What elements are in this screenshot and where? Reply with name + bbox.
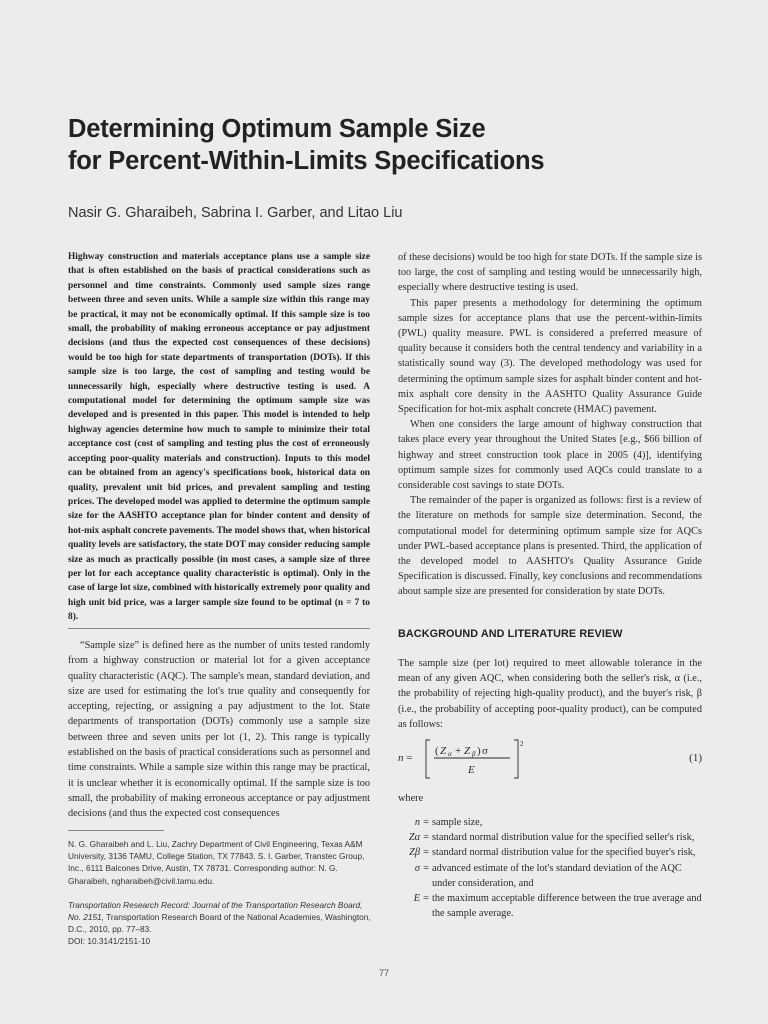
svg-text:β: β [472,750,476,758]
intro-paragraph: “Sample size” is defined here as the number of units tested randomly from a highway construction or material lot for a given acceptance quality characteristic (AQC). The sample's mean, standard deviation, and size are used for estimating the lot's true quality and consequently for accepting, rejecting, or assigning a pay adjustment to the lot. State departments of transportation (DOTs) commonly use a sample size between three and seven units per lot (1, 2). This range is typically established on the basis of practical considerations such as personnel and time constraints. While a sample size within this range may be practical, it is unclear whether it is economically optimal. If the sample size is too small, the probability of making erroneous acceptance or pay adjustment decisions (and thus the expected cost consequences [68,640,370,820]
footnote-divider [68,830,164,831]
journal-details: Transportation Research Board of the National Academies, Washington, D.C., 2010, pp. 77–83. [68,912,371,935]
paragraph: When one considers the large amount of highway construction that takes place every year throughout the United States [e.g., $66 billion of highway and street construction took place in 2005 (4)], identifying optimum sample sizes for commonly used AQCs could translate to a considerable cost savings to state DOTs. [398,419,702,492]
right-column-text [398,250,702,600]
svg-text:): ) [477,745,481,757]
definition-text: the maximum acceptable difference between the true average and the sample average. [432,893,702,920]
definition-item: n = sample size, [398,815,702,830]
definition-text: advanced estimate of the lot's standard deviation of the AQC under consideration, and [432,862,682,889]
paragraph: The remainder of the paper is organized as follows: first is a review of the literature on methods for sample size determination. Second, the computational model for determining optimum sample size for AQCs under PWL-based acceptance plans is presented. Third, the application of the developed model to AASHTO's Quality Assurance Guide Specification is discussed. Finally, key conclusions and recommendations about sample size are presented for consideration by state DOTs. [398,495,702,598]
definition-symbol: σ [414,862,420,874]
journal-citation [68,899,372,948]
footnote [68,838,372,960]
equation-1 [398,738,702,778]
svg-text:+: + [455,745,462,757]
journal-name: Transportation Research Record: Journal of the Transportation Research Board, No. 2151, [68,899,363,923]
definition-text: sample size, [432,817,483,828]
equation-formula [424,738,534,783]
definition-symbol: Zα [408,832,420,844]
author-affiliation: N. G. Gharaibeh and L. Liu, Zachry Department of Civil Engineering, Texas A&M University, 3136 TAMU, College Station, TX 77843. S. I. Garber, Transtec Group, Inc., 6111 Balcones Drive, Austin, TX 78731. Corresponding author: N. G. Gharaibeh, ngharaibeh@civil.tamu.edu. [68,839,365,886]
abstract-divider [68,628,370,629]
svg-text:E: E [468,764,475,776]
equation-lhs: n = [398,752,413,764]
variable-definitions [398,815,702,921]
paragraph: of these decisions) would be too high for state DOTs. If the sample size is too large, the cost of sampling and testing would be unnecessarily high, especially where destructive testing is used. [398,252,702,294]
definition-text: standard normal distribution value for the specified buyer's risk, [432,847,696,859]
page-number: 77 [378,968,389,978]
svg-text:2: 2 [520,740,524,748]
authors: Nasir G. Gharaibeh, Sabrina I. Garber, and Litao Liu [68,205,403,221]
definition-text: standard normal distribution value for the specified seller's risk, [432,832,695,844]
definition-symbol: E [413,893,420,905]
svg-text:Z: Z [464,745,471,757]
svg-text:σ: σ [482,745,488,757]
svg-text:Z: Z [440,745,447,757]
title-line-2: for Percent-Within-Limits Specifications [68,147,545,175]
definition-item: Zβ = standard normal distribution value for the specified buyer's risk, [398,845,702,860]
where-label: where [398,793,424,804]
equation-number: (1) [689,752,702,764]
definition-symbol: Zβ [409,847,420,859]
paragraph: This paper presents a methodology for determining the optimum sample sizes for acceptance plans that use the percent-within-limits (PWL) quality measure. PWL is considered a preferred measure of quality because it considers both the central tendency and variability in a statistically sound way (3). The developed methodology was used for determining the optimum sample sizes for asphalt binder content and hot-mix asphalt core density in the AASHTO Quality Assurance Guide Specification for hot-mix asphalt concrete (HMAC) pavement. [398,297,702,416]
doi: DOI: 10.3141/2151-10 [68,936,151,947]
abstract: Highway construction and materials acceptance plans use a sample size that is often established on the basis of practical considerations such as personnel and time constraints. Commonly used sample sizes range between three and seven units. While a sample size within this range may be practical, it may not be economically optimal. If this sample size is too small, the probability of making erroneous acceptance or pay adjustment decisions (and thus the expected cost consequences of these decisions) would be too high for state departments of transportation (DOTs). If this sample size is too large, the cost of sampling and testing would be unnecessarily high, especially where destructive testing is used. A computational model for determining the optimum sample size was developed and is presented in this paper. This model is intended to help highway agencies determine how much to sample to minimize their total acceptance cost (cost of sampling and testing plus the cost of erroneously accepting poor-quality materials and construction). Inputs to this model can be obtained from an agency's specifications book, historical data on quality, prevalent unit bid prices, and prevalent sampling and testing prices. The developed model was applied to determine the optimum sample size for the AASHTO acceptance plan for binder content and density of hot-mix asphalt concrete pavements. The model shows that, when historical quality levels are satisfactory, the state DOT may consider reducing sample size as much as practically possible (in most cases, a sample size of three per lot for each acceptance quality characteristic is optimal). Only in the case of large lot size, combined with historically extremely poor quality and high unit bid price, was a larger sample size found to be optimal (n = 7 to 8). [68,252,370,623]
definition-symbol: n [414,817,420,828]
definition-item: E = the maximum acceptable difference between the true average and the sample average. [398,891,702,921]
definition-item: σ = advanced estimate of the lot's standard deviation of the AQC under consideration, and [398,861,702,891]
section-text: The sample size (per lot) required to meet allowable tolerance in the mean of any given AQC, when considering both the seller's risk, α (i.e., the probability of rejecting high-quality product), and the buyer's risk, β (i.e., the probability of accepting poor-quality product), can be computed as follows: [398,658,702,730]
svg-text:α: α [448,750,452,758]
intro-text [68,638,370,822]
svg-text:(: ( [435,745,439,757]
title-line-1: Determining Optimum Sample Size [68,115,486,143]
paper-title [68,113,718,177]
definition-item: Zα = standard normal distribution value for the specified seller's risk, [398,830,702,845]
section-heading: BACKGROUND AND LITERATURE REVIEW [398,628,623,640]
